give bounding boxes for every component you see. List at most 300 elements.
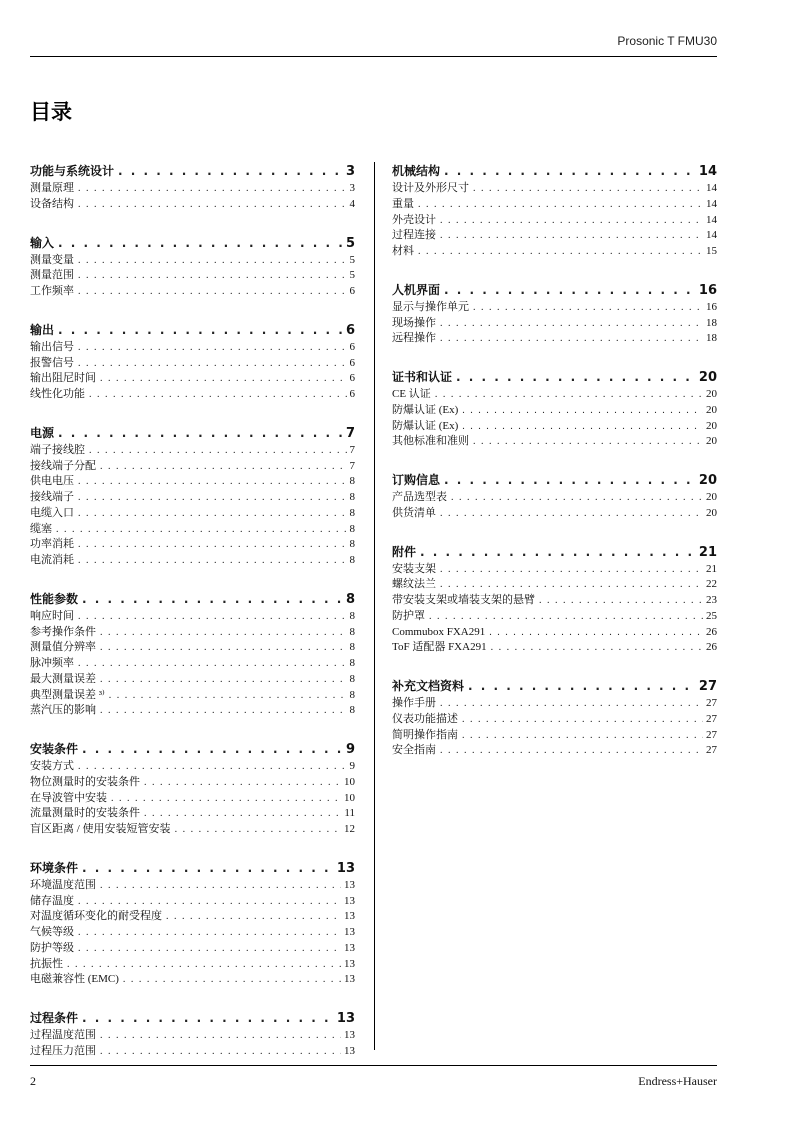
toc-section-heading[interactable] xyxy=(30,234,355,253)
toc-leader-dots xyxy=(166,910,341,925)
toc-section-heading[interactable] xyxy=(392,281,717,300)
toc-entry-label: 环境温度范围 xyxy=(30,878,96,891)
toc-entry-label: 缆塞 xyxy=(30,522,52,535)
toc-entry-label: 脉冲频率 xyxy=(30,657,74,669)
toc-entry[interactable] xyxy=(392,213,717,229)
toc-leader-dots xyxy=(144,776,341,791)
toc-section xyxy=(30,162,355,213)
toc-entry-page: 7 xyxy=(349,459,355,472)
toc-section xyxy=(30,740,355,838)
toc-entry[interactable] xyxy=(30,672,355,688)
toc-section-heading[interactable] xyxy=(392,471,717,490)
toc-entry-label: 重量 xyxy=(392,197,414,210)
toc-entry-page: 15 xyxy=(706,245,717,257)
toc-leader-dots xyxy=(58,321,343,339)
toc-entry-label: 显示与操作单元 xyxy=(392,300,469,313)
toc-leader-dots xyxy=(78,475,347,490)
toc-section xyxy=(30,590,355,719)
toc-entry-label: 设计及外形尺寸 xyxy=(392,182,469,194)
toc-left-column xyxy=(30,162,355,1081)
toc-leader-dots xyxy=(100,1045,341,1060)
toc-entry-label: 气候等级 xyxy=(30,926,74,938)
toc-entry-label: 在导波管中安装 xyxy=(30,791,107,804)
toc-section-heading[interactable] xyxy=(30,424,355,443)
toc-entry[interactable] xyxy=(30,894,355,910)
toc-entry-label: 储存温度 xyxy=(30,894,74,907)
toc-entry-label: 仪表功能描述 xyxy=(392,712,458,725)
toc-entry-page: 20 xyxy=(706,506,717,519)
toc-entry-page: 13 xyxy=(344,1029,355,1041)
toc-section-heading[interactable] xyxy=(30,162,355,181)
toc-entry-label: 响应时间 xyxy=(30,609,74,622)
toc-entry-label: 防护等级 xyxy=(30,941,74,954)
toc-section-title: 附件 xyxy=(392,544,417,559)
toc-entry-label: 供货清单 xyxy=(392,506,436,519)
toc-entry[interactable] xyxy=(30,878,355,894)
toc-entry-label: 测量变量 xyxy=(30,253,74,266)
toc-entry[interactable] xyxy=(392,490,717,506)
toc-leader-dots xyxy=(435,388,703,403)
toc-entry[interactable] xyxy=(392,387,717,403)
toc-leader-dots xyxy=(82,859,334,877)
toc-leader-dots xyxy=(468,677,696,695)
toc-entry[interactable] xyxy=(30,1044,355,1060)
toc-entry-page: 13 xyxy=(344,1044,355,1057)
toc-section-title: 补充文档资料 xyxy=(392,679,465,693)
toc-leader-dots xyxy=(144,807,341,822)
toc-entry[interactable] xyxy=(392,316,717,332)
toc-leader-dots xyxy=(462,420,703,435)
toc-entry[interactable] xyxy=(30,925,355,941)
toc-section-title: 环境条件 xyxy=(30,860,79,875)
toc-entry-page: 6 xyxy=(349,388,355,400)
toc-entry-page: 8 xyxy=(349,522,355,535)
toc-entry-label: 其他标准和准则 xyxy=(392,435,469,448)
toc-section-page: 13 xyxy=(336,1011,355,1026)
toc-entry[interactable] xyxy=(30,957,355,973)
toc-entry-label: 产品选型表 xyxy=(392,491,447,503)
toc-leader-dots xyxy=(78,198,347,213)
toc-entry-label: 电磁兼容性 (EMC) xyxy=(30,973,119,986)
toc-entry[interactable] xyxy=(392,331,717,347)
toc-entry[interactable] xyxy=(392,434,717,450)
toc-leader-dots xyxy=(100,879,341,894)
toc-entry-page: 6 xyxy=(349,340,355,353)
toc-leader-dots xyxy=(118,162,343,180)
toc-entry-label: 外壳设计 xyxy=(392,213,436,226)
toc-entry[interactable] xyxy=(30,268,355,284)
toc-section xyxy=(392,368,717,450)
toc-entry-label: 抗振性 xyxy=(30,957,63,970)
toc-section-page: 5 xyxy=(345,235,355,251)
toc-entry-label: 报警信号 xyxy=(30,356,74,369)
toc-entry[interactable] xyxy=(30,640,355,656)
toc-leader-dots xyxy=(100,704,347,719)
document-header-title: Prosonic T FMU30 xyxy=(617,34,717,48)
toc-entry[interactable] xyxy=(392,419,717,435)
toc-entry[interactable] xyxy=(30,656,355,672)
toc-entry-page: 13 xyxy=(344,941,355,954)
toc-entry[interactable] xyxy=(30,703,355,719)
toc-section-page: 20 xyxy=(698,473,717,488)
toc-entry[interactable] xyxy=(30,609,355,625)
toc-section-title: 过程条件 xyxy=(30,1011,79,1025)
toc-section-title: 证书和认证 xyxy=(392,370,453,384)
toc-entry-label: 防爆认证 (Ex) xyxy=(392,403,459,416)
toc-leader-dots xyxy=(444,471,696,489)
toc-entry-page: 6 xyxy=(349,372,355,385)
toc-leader-dots xyxy=(440,507,703,522)
toc-section-page: 21 xyxy=(698,544,717,560)
toc-entry-page: 9 xyxy=(349,760,355,772)
toc-leader-dots xyxy=(78,254,347,269)
toc-entry-page: 14 xyxy=(706,182,717,194)
toc-entry-page: 6 xyxy=(349,285,355,297)
toc-section-heading[interactable] xyxy=(392,543,717,562)
toc-section xyxy=(392,281,717,347)
toc-section-page: 3 xyxy=(345,164,355,179)
toc-entry[interactable] xyxy=(392,244,717,260)
toc-entry-label: ToF 适配器 FXA291 xyxy=(392,641,487,654)
toc-leader-dots xyxy=(78,538,347,553)
toc-entry-page: 18 xyxy=(706,332,717,345)
toc-entry-page: 21 xyxy=(706,562,717,575)
toc-entry-label: 材料 xyxy=(392,245,414,257)
toc-entry-page: 27 xyxy=(706,712,717,725)
toc-entry-label: 参考操作条件 xyxy=(30,625,96,638)
toc-leader-dots xyxy=(78,182,347,197)
toc-section-title: 电源 xyxy=(30,425,55,440)
toc-leader-dots xyxy=(67,958,341,973)
toc-entry[interactable] xyxy=(30,340,355,356)
toc-entry[interactable] xyxy=(392,625,717,641)
toc-entry-label: 安全指南 xyxy=(392,744,436,757)
toc-entry-page: 11 xyxy=(344,807,355,820)
toc-entry-label: 线性化功能 xyxy=(30,388,85,400)
toc-entry[interactable] xyxy=(30,537,355,553)
toc-entry-page: 8 xyxy=(349,609,355,622)
toc-entry-page: 26 xyxy=(706,641,717,654)
toc-entry-label: 测量原理 xyxy=(30,182,74,194)
toc-entry-page: 8 xyxy=(349,538,355,551)
toc-entry-label: 典型测量误差 ³⁾ xyxy=(30,688,105,701)
toc-leader-dots xyxy=(440,744,703,759)
toc-entry[interactable] xyxy=(30,506,355,522)
toc-section xyxy=(392,162,717,260)
toc-entry-label: 带安装支架或墙装支架的悬臂 xyxy=(392,594,535,606)
toc-section-heading[interactable] xyxy=(30,859,355,878)
toc-entry-label: 盲区距离 / 使用安装短管安装 xyxy=(30,823,171,835)
toc-entry-label: 电流消耗 xyxy=(30,554,74,566)
toc-leader-dots xyxy=(440,214,703,229)
toc-leader-dots xyxy=(440,229,703,244)
toc-leader-dots xyxy=(56,523,347,538)
toc-entry-page: 7 xyxy=(349,443,355,456)
toc-entry-label: CE 认证 xyxy=(392,388,431,400)
toc-entry-page: 8 xyxy=(349,704,355,717)
toc-leader-dots xyxy=(78,895,341,910)
toc-leader-dots xyxy=(100,1029,341,1044)
toc-entry-page: 12 xyxy=(344,823,355,835)
toc-entry-page: 8 xyxy=(349,688,355,701)
toc-entry[interactable] xyxy=(30,387,355,403)
toc-section-title: 输入 xyxy=(30,235,55,250)
toc-section-page: 9 xyxy=(345,742,355,757)
toc-entry-page: 25 xyxy=(706,609,717,622)
toc-entry[interactable] xyxy=(30,522,355,538)
toc-leader-dots xyxy=(440,317,703,332)
toc-leader-dots xyxy=(78,285,347,300)
toc-leader-dots xyxy=(444,281,696,299)
toc-leader-dots xyxy=(440,697,703,712)
toc-entry[interactable] xyxy=(30,181,355,197)
toc-entry-page: 8 xyxy=(349,506,355,519)
toc-entry[interactable] xyxy=(30,822,355,838)
toc-section-title: 机械结构 xyxy=(392,164,441,178)
toc-entry-page: 23 xyxy=(706,594,717,606)
toc-entry[interactable] xyxy=(392,696,717,712)
toc-section xyxy=(392,677,717,759)
toc-entry-label: 过程压力范围 xyxy=(30,1044,96,1057)
toc-entry[interactable] xyxy=(392,743,717,759)
toc-entry-label: Commubox FXA291 xyxy=(392,625,486,638)
toc-leader-dots xyxy=(78,760,347,775)
toc-leader-dots xyxy=(462,713,703,728)
toc-section xyxy=(30,859,355,988)
toc-leader-dots xyxy=(82,740,343,758)
toc-entry-label: 输出信号 xyxy=(30,340,74,353)
toc-leader-dots xyxy=(444,162,696,180)
toc-entry-page: 27 xyxy=(706,697,717,709)
header-rule xyxy=(30,56,717,57)
toc-entry-label: 蒸汽压的影响 xyxy=(30,704,96,717)
toc-leader-dots xyxy=(111,792,341,807)
toc-entry-page: 13 xyxy=(344,894,355,907)
toc-entry[interactable] xyxy=(392,506,717,522)
toc-entry-page: 14 xyxy=(706,213,717,226)
toc-entry[interactable] xyxy=(392,228,717,244)
toc-leader-dots xyxy=(473,182,703,197)
toc-leader-dots xyxy=(78,491,347,506)
toc-entry-page: 20 xyxy=(706,435,717,448)
toc-entry[interactable] xyxy=(30,490,355,506)
toc-entry[interactable] xyxy=(30,759,355,775)
toc-leader-dots xyxy=(78,926,341,941)
toc-entry[interactable] xyxy=(30,791,355,807)
toc-leader-dots xyxy=(473,301,703,316)
toc-leader-dots xyxy=(82,590,343,608)
toc-entry[interactable] xyxy=(392,609,717,625)
toc-section-title: 安装条件 xyxy=(30,742,79,756)
toc-leader-dots xyxy=(89,388,347,403)
toc-entry-page: 14 xyxy=(706,229,717,242)
toc-leader-dots xyxy=(78,554,347,569)
toc-section-heading[interactable] xyxy=(30,740,355,759)
toc-entry[interactable] xyxy=(392,197,717,213)
toc-leader-dots xyxy=(123,973,341,988)
toc-entry[interactable] xyxy=(392,712,717,728)
toc-entry-label: 安装方式 xyxy=(30,760,74,772)
toc-entry-page: 13 xyxy=(344,878,355,891)
toc-entry[interactable] xyxy=(392,577,717,593)
toc-entry-page: 8 xyxy=(349,554,355,566)
toc-entry[interactable] xyxy=(392,300,717,316)
toc-section-title: 功能与系统设计 xyxy=(30,164,115,178)
toc-section xyxy=(30,321,355,403)
toc-entry-page: 5 xyxy=(349,269,355,282)
page-title: 目录 xyxy=(30,100,72,124)
toc-entry-page: 8 xyxy=(349,625,355,638)
toc-entry[interactable] xyxy=(392,181,717,197)
toc-entry-page: 13 xyxy=(344,910,355,923)
toc-leader-dots xyxy=(420,543,696,561)
toc-entry-label: 测量值分辨率 xyxy=(30,641,96,654)
toc-entry-label: 输出阻尼时间 xyxy=(30,372,96,385)
toc-entry-page: 18 xyxy=(706,316,717,329)
toc-entry-label: 过程连接 xyxy=(392,229,436,242)
toc-entry-label: 安装支架 xyxy=(392,562,436,575)
toc-section-title: 输出 xyxy=(30,322,55,337)
toc-section-title: 人机界面 xyxy=(392,282,441,297)
footer-page-number: 2 xyxy=(30,1074,36,1088)
toc-leader-dots xyxy=(82,1009,334,1027)
toc-entry[interactable] xyxy=(30,806,355,822)
toc-section xyxy=(30,234,355,300)
footer-brand: Endress+Hauser xyxy=(638,1074,717,1088)
toc-entry[interactable] xyxy=(30,1028,355,1044)
toc-leader-dots xyxy=(440,332,703,347)
toc-section-heading[interactable] xyxy=(30,321,355,340)
toc-entry[interactable] xyxy=(30,284,355,300)
toc-entry[interactable] xyxy=(30,356,355,372)
toc-leader-dots xyxy=(100,641,347,656)
toc-entry-page: 26 xyxy=(706,625,717,638)
toc-entry-page: 27 xyxy=(706,728,717,741)
toc-section-heading[interactable] xyxy=(392,677,717,696)
toc-entry-label: 物位测量时的安装条件 xyxy=(30,775,140,788)
toc-entry[interactable] xyxy=(30,197,355,213)
toc-leader-dots xyxy=(451,491,703,506)
toc-entry-label: 供电电压 xyxy=(30,475,74,488)
toc-entry-label: 防爆认证 (Ex) xyxy=(392,419,459,432)
toc-entry-label: 防护罩 xyxy=(392,609,425,622)
toc-leader-dots xyxy=(418,198,703,213)
toc-entry-page: 20 xyxy=(706,403,717,416)
toc-leader-dots xyxy=(491,641,703,656)
toc-entry-page: 27 xyxy=(706,744,717,757)
toc-leader-dots xyxy=(78,942,341,957)
toc-entry[interactable] xyxy=(30,474,355,490)
toc-leader-dots xyxy=(440,563,703,578)
toc-entry-label: 设备结构 xyxy=(30,197,74,210)
toc-entry-page: 13 xyxy=(344,973,355,986)
toc-entry[interactable] xyxy=(30,775,355,791)
toc-entry[interactable] xyxy=(392,403,717,419)
toc-section-page: 8 xyxy=(345,591,355,607)
toc-section-page: 6 xyxy=(345,322,355,338)
toc-entry[interactable] xyxy=(30,688,355,704)
toc-entry-page: 20 xyxy=(706,419,717,432)
toc-section-heading[interactable] xyxy=(392,162,717,181)
toc-entry-page: 8 xyxy=(349,475,355,488)
toc-leader-dots xyxy=(78,269,347,284)
toc-entry[interactable] xyxy=(30,459,355,475)
toc-section-title: 订购信息 xyxy=(392,473,441,487)
toc-entry-page: 10 xyxy=(344,791,355,804)
toc-leader-dots xyxy=(440,578,703,593)
toc-leader-dots xyxy=(58,424,343,442)
toc-section-heading[interactable] xyxy=(30,590,355,609)
toc-entry-label: 现场操作 xyxy=(392,316,436,329)
toc-entry[interactable] xyxy=(30,909,355,925)
toc-leader-dots xyxy=(429,610,703,625)
toc-section xyxy=(392,471,717,522)
toc-entry[interactable] xyxy=(392,728,717,744)
toc-section-heading[interactable] xyxy=(392,368,717,387)
toc-entry-label: 功率消耗 xyxy=(30,538,74,551)
toc-entry[interactable] xyxy=(30,443,355,459)
toc-entry[interactable] xyxy=(392,562,717,578)
toc-section-page: 7 xyxy=(345,425,355,441)
toc-leader-dots xyxy=(473,435,703,450)
column-divider xyxy=(374,162,375,1050)
toc-leader-dots xyxy=(78,507,347,522)
toc-leader-dots xyxy=(456,368,696,386)
toc-entry[interactable] xyxy=(30,253,355,269)
toc-entry-label: 简明操作指南 xyxy=(392,728,458,741)
toc-entry-page: 16 xyxy=(706,300,717,313)
toc-entry-label: 端子接线腔 xyxy=(30,443,85,456)
toc-leader-dots xyxy=(100,673,347,688)
toc-section-title: 性能参数 xyxy=(30,591,79,606)
toc-entry-label: 远程操作 xyxy=(392,332,436,345)
toc-entry-page: 14 xyxy=(706,197,717,210)
toc-entry[interactable] xyxy=(30,553,355,569)
toc-leader-dots xyxy=(462,404,703,419)
toc-leader-dots xyxy=(89,444,347,459)
toc-section-heading[interactable] xyxy=(30,1009,355,1028)
toc-entry-page: 5 xyxy=(349,253,355,266)
toc-entry-page: 8 xyxy=(349,491,355,503)
toc-section xyxy=(392,543,717,657)
toc-entry-label: 过程温度范围 xyxy=(30,1029,96,1041)
toc-entry-label: 接线端子 xyxy=(30,491,74,503)
toc-entry-page: 20 xyxy=(706,388,717,400)
toc-entry-label: 接线端子分配 xyxy=(30,459,96,472)
toc-leader-dots xyxy=(100,372,347,387)
toc-entry[interactable] xyxy=(392,640,717,656)
toc-entry-page: 22 xyxy=(706,578,717,591)
toc-leader-dots xyxy=(58,234,343,252)
toc-section-page: 14 xyxy=(698,164,717,179)
toc-entry[interactable] xyxy=(30,972,355,988)
toc-entry-page: 3 xyxy=(349,182,355,194)
toc-section-page: 20 xyxy=(698,370,717,385)
toc-entry[interactable] xyxy=(30,941,355,957)
toc-entry[interactable] xyxy=(392,593,717,609)
toc-section-page: 13 xyxy=(336,860,355,876)
toc-leader-dots xyxy=(462,729,703,744)
toc-entry[interactable] xyxy=(30,625,355,641)
toc-right-column xyxy=(392,162,717,780)
toc-entry-label: 对温度循环变化的耐受程度 xyxy=(30,910,162,923)
toc-entry-page: 13 xyxy=(344,957,355,970)
toc-entry[interactable] xyxy=(30,371,355,387)
toc-leader-dots xyxy=(100,626,347,641)
toc-leader-dots xyxy=(78,357,347,372)
toc-entry-label: 工作频率 xyxy=(30,285,74,297)
footer-rule xyxy=(30,1065,717,1066)
